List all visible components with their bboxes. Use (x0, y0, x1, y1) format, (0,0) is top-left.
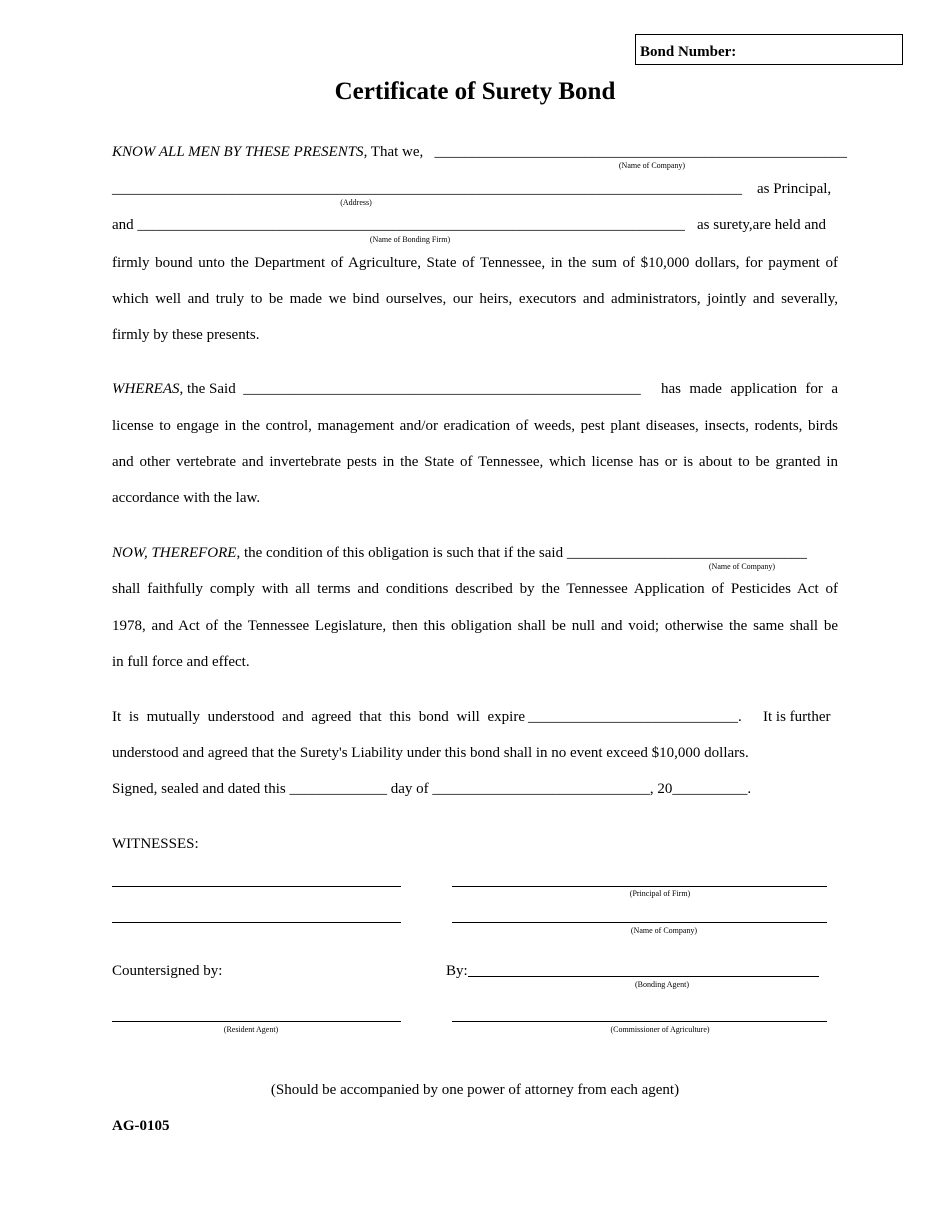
name-of-company-signature-line[interactable] (452, 922, 827, 923)
said-company-blank[interactable]: ________________________________ (566, 545, 807, 561)
it-is-further-text: It is further (763, 709, 831, 725)
and-text: and (112, 217, 134, 233)
commissioner-signature-line[interactable] (452, 1021, 827, 1022)
has-made-application-text: has made application for a (661, 381, 838, 397)
para3-line3: 1978, and Act of the Tennessee Legislature, then this obligation shall be null and void; otherwise the same shall be (112, 618, 838, 634)
as-surety-text: as surety,are held and (697, 217, 826, 233)
know-all-men-text: KNOW ALL MEN BY THESE PRESENTS (112, 144, 364, 160)
expire-text: It is mutually understood and agreed that this bond will expire (112, 709, 525, 725)
principal-of-firm-signature-line[interactable] (452, 886, 827, 887)
para1-line3 (112, 216, 685, 234)
signed-sealed-dated-line[interactable]: Signed, sealed and dated this _____________ day of _____________________________, 20__________. (112, 781, 752, 797)
caption-bonding-agent: (Bonding Agent) (635, 980, 689, 989)
expiry-date-blank[interactable]: ____________________________. (528, 709, 742, 725)
whereas-text: WHEREAS (112, 381, 180, 397)
para2-line3: and other vertebrate and invertebrate pests in the State of Tennessee, which license has or is about to be granted in (112, 454, 838, 470)
para1-line1 (112, 143, 847, 161)
condition-text: , the condition of this obligation is such that if the said (236, 545, 564, 561)
caption-bonding-firm: (Name of Bonding Firm) (369, 235, 451, 244)
para3-line1 (112, 544, 807, 562)
bonding-firm-blank[interactable]: _________________________________________________________________________ (137, 217, 685, 233)
para4-line2: understood and agreed that the Surety's Liability under this bond shall in no event exceed $10,000 dollars. (112, 745, 749, 761)
para1-line6: firmly by these presents. (112, 327, 260, 343)
power-of-attorney-note: (Should be accompanied by one power of attorney from each agent) (270, 1082, 680, 1098)
witness-1-signature-line[interactable] (112, 886, 401, 887)
para3-line2: shall faithfully comply with all terms and conditions described by the Tennessee Application of Pesticides Act of (112, 581, 838, 597)
caption-address: (Address) (340, 198, 372, 207)
para3-line4: in full force and effect. (112, 654, 250, 670)
as-principal-text: as Principal, (757, 181, 832, 197)
para2-line2: license to engage in the control, management and/or eradication of weeds, pest plant diseases, insects, rodents, birds (112, 418, 838, 434)
para2-line4: accordance with the law. (112, 490, 261, 506)
page-title: Certificate of Surety Bond (334, 78, 616, 105)
caption-resident-agent: (Resident Agent) (223, 1025, 279, 1034)
principal-company-blank[interactable]: _______________________________________________________ (434, 144, 848, 160)
caption-name-of-company-1: (Name of Company) (618, 161, 686, 170)
caption-principal-of-firm: (Principal of Firm) (629, 889, 691, 898)
para1-line5: which well and truly to be made we bind ourselves, our heirs, executors and administrators, jointly and severally, (112, 291, 838, 307)
the-said-text: , the Said (179, 381, 236, 397)
form-number: AG-0105 (112, 1118, 170, 1134)
witness-2-signature-line[interactable] (112, 922, 401, 923)
countersigned-by-label: Countersigned by: (112, 963, 223, 979)
bonding-agent-signature-line[interactable] (468, 976, 819, 977)
now-therefore-text: NOW, THEREFORE (112, 545, 237, 561)
para1-line2 (112, 180, 742, 198)
by-label: By: (446, 963, 468, 979)
applicant-blank[interactable]: _____________________________________________________ (243, 381, 641, 397)
bond-number-label: Bond Number: (640, 44, 737, 60)
bond-number-field[interactable] (635, 34, 903, 65)
that-we-text: , That we, (363, 144, 424, 160)
caption-commissioner: (Commissioner of Agriculture) (610, 1025, 710, 1034)
witnesses-label: WITNESSES: (112, 836, 199, 852)
address-blank[interactable]: ____________________________________________________________________________________ (112, 181, 742, 197)
caption-name-of-company-3: (Name of Company) (630, 926, 698, 935)
para2-line1-head (112, 380, 641, 398)
para1-line4: firmly bound unto the Department of Agriculture, State of Tennessee, in the sum of $10,000 dollars, for payment of (112, 255, 838, 271)
caption-name-of-company-2: (Name of Company) (708, 562, 776, 571)
resident-agent-signature-line[interactable] (112, 1021, 401, 1022)
